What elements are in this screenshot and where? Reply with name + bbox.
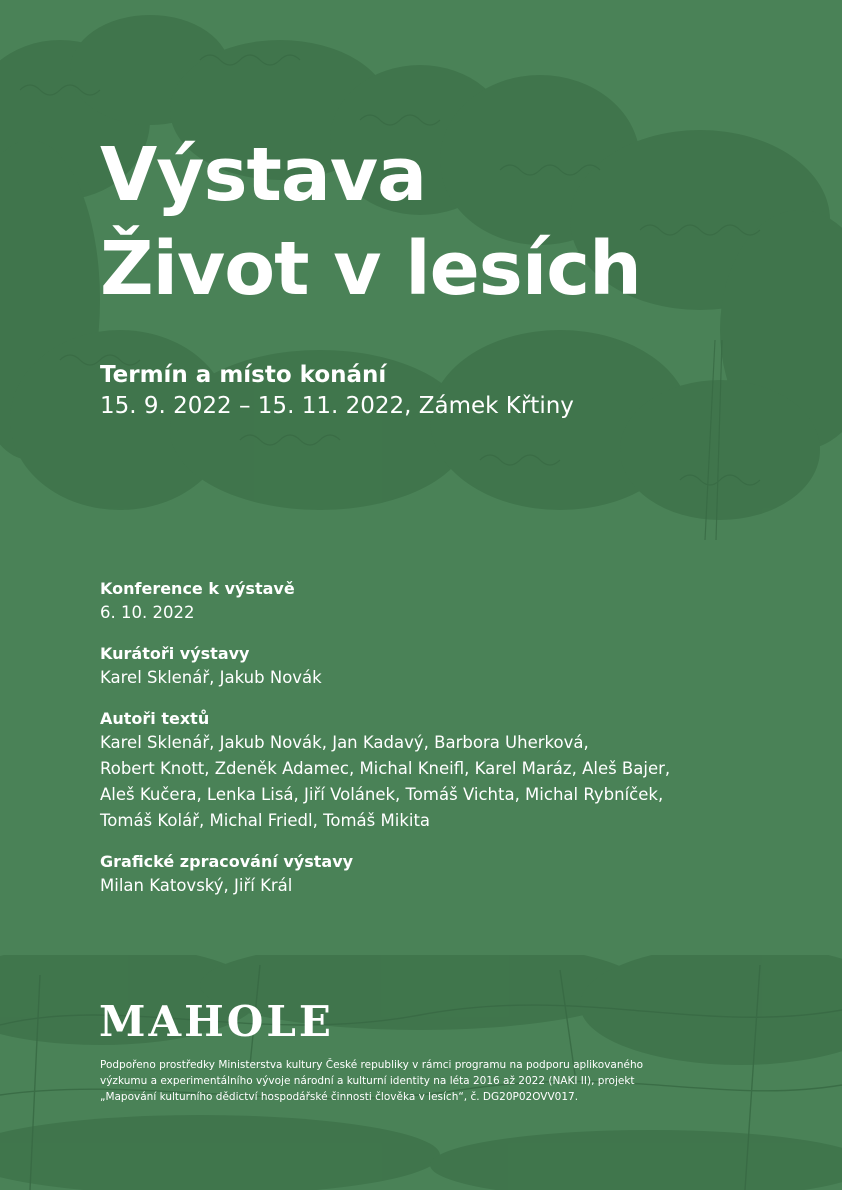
funding-line: Podpořeno prostředky Ministerstva kultury České republiky v rámci programu na podporu aplikovaného (100, 1059, 644, 1071)
event-dates-place: 15. 9. 2022 – 15. 11. 2022, Zámek Křtiny (100, 393, 574, 419)
title-line: Výstava (100, 132, 427, 218)
event-date-block (100, 360, 574, 422)
graphics-heading: Grafické zpracování výstavy (100, 852, 354, 871)
exhibition-title (100, 128, 641, 316)
event-heading: Termín a místo konání (100, 362, 387, 388)
authors-section (100, 707, 800, 834)
funding-line: výzkumu a experimentálního vývoje národní a kulturní identity na léta 2016 až 2022 (NAKI II), projekt (100, 1075, 635, 1087)
authors-heading: Autoři textů (100, 709, 210, 728)
curators-names: Karel Sklenář, Jakub Novák (100, 668, 322, 687)
authors-names (100, 730, 800, 834)
info-sections (100, 577, 800, 915)
curators-heading: Kurátoři výstavy (100, 644, 250, 663)
title-line: Život v lesích (100, 226, 641, 312)
authors-line: Aleš Kučera, Lenka Lisá, Jiří Volánek, Tomáš Vichta, Michal Rybníček, (100, 785, 664, 804)
conference-date: 6. 10. 2022 (100, 603, 195, 622)
authors-line: Robert Knott, Zdeněk Adamec, Michal Kneifl, Karel Maráz, Aleš Bajer, (100, 759, 671, 778)
curators-section (100, 642, 800, 691)
authors-line: Tomáš Kolář, Michal Friedl, Tomáš Mikita (100, 811, 431, 830)
graphics-names: Milan Katovský, Jiří Král (100, 876, 293, 895)
conference-section (100, 577, 800, 626)
funding-line: „Mapování kulturního dědictví hospodářské činnosti člověka v lesích“, č. DG20P02OVV017. (100, 1091, 579, 1103)
authors-line: Karel Sklenář, Jakub Novák, Jan Kadavý, Barbora Uherková, (100, 733, 589, 752)
funding-note (100, 1057, 720, 1105)
graphics-section (100, 850, 800, 899)
conference-heading: Konference k výstavě (100, 579, 295, 598)
mahole-logo: MAHOLE (99, 997, 334, 1046)
